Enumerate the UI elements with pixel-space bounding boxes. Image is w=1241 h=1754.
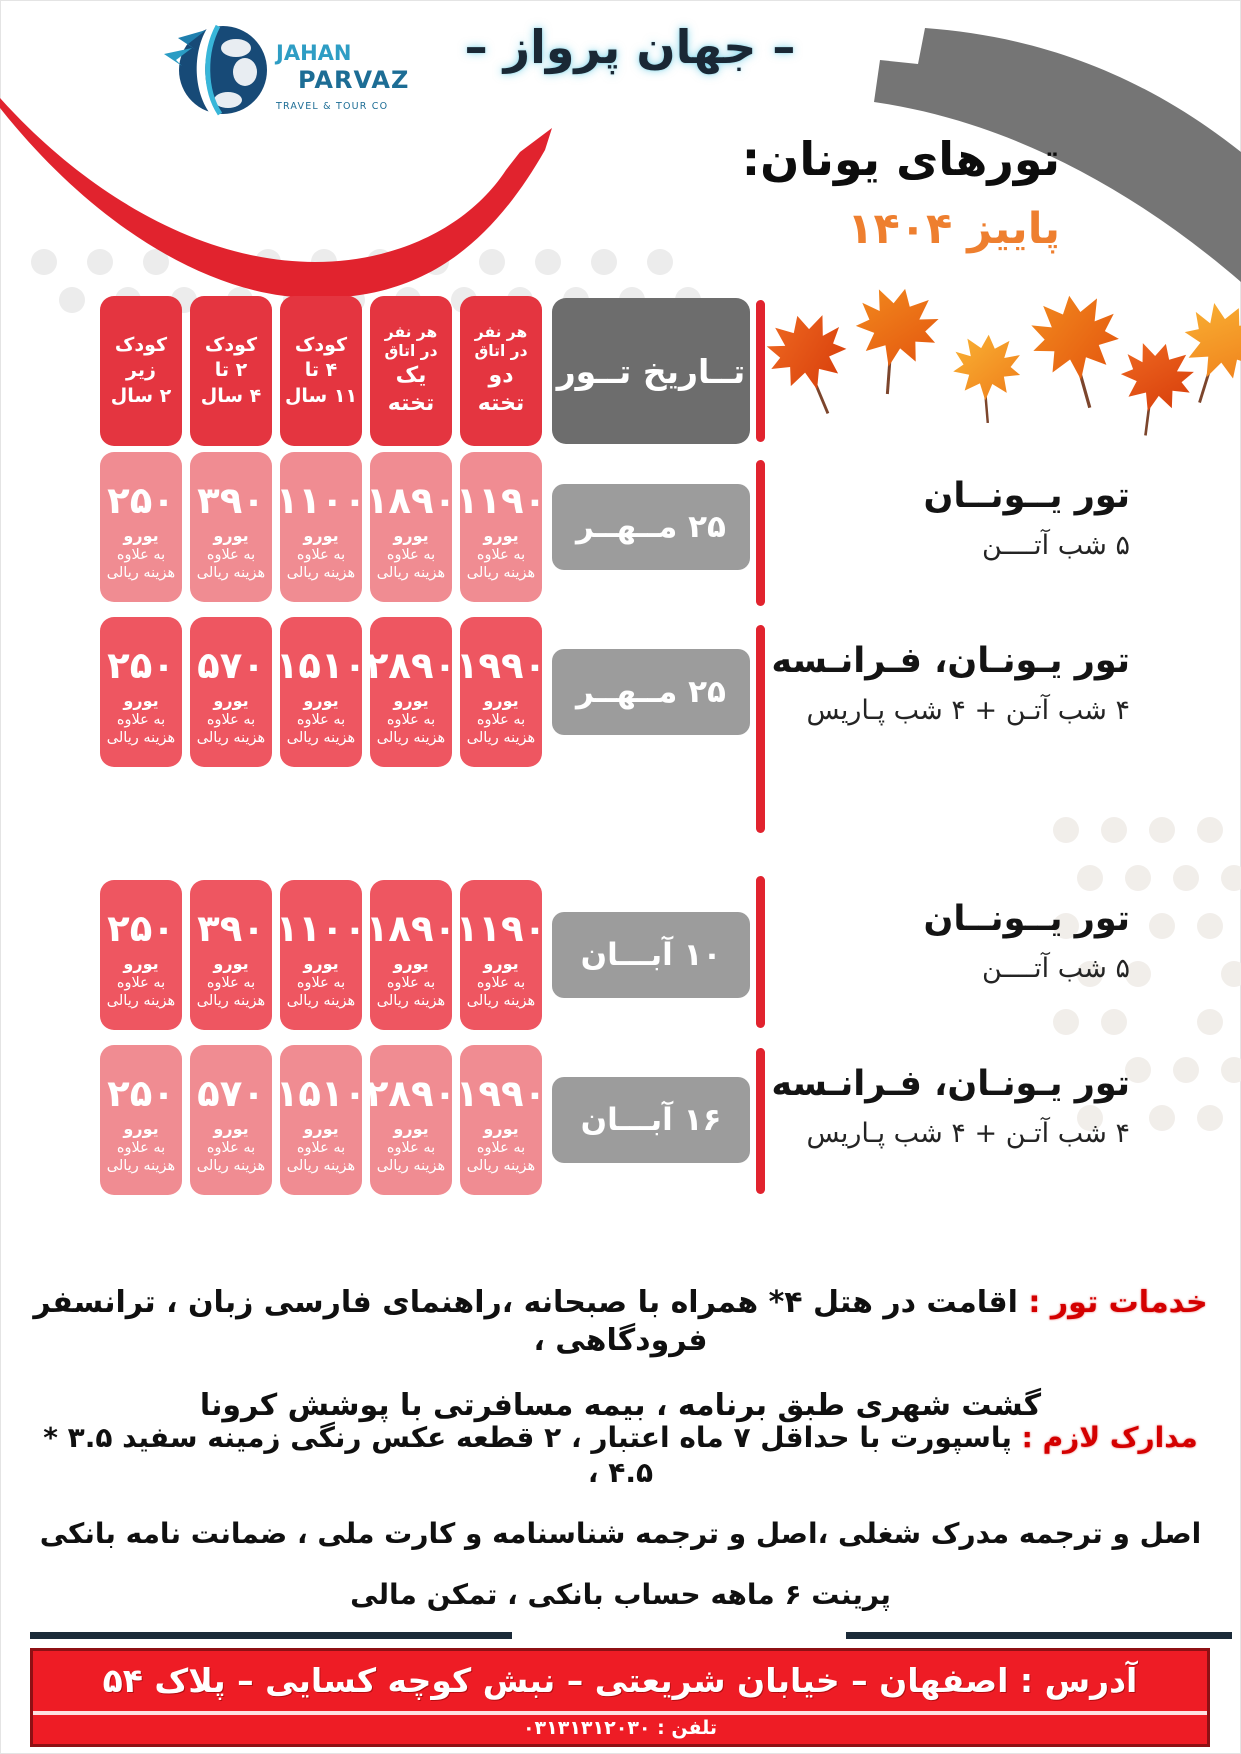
price-note2: هزینه ریالی bbox=[466, 564, 536, 581]
logo-text-parvaz: PARVAZ bbox=[298, 66, 410, 94]
tour-row-label bbox=[700, 1065, 1130, 1149]
tour-nights: ۴ شب آتـن + ۴ شب پـاریس bbox=[806, 694, 1130, 726]
price-amount: ۱۹۹۰ bbox=[455, 643, 547, 687]
price-cell: ۱۵۱۰ یورو به علاوه هزینه ریالی bbox=[280, 617, 362, 767]
price-cell: ۱۸۹۰ یورو به علاوه هزینه ریالی bbox=[370, 452, 452, 602]
price-amount: ۱۹۹۰ bbox=[455, 1071, 547, 1115]
services-label: خدمات تور : bbox=[1028, 1285, 1208, 1320]
page-title: تورهای یونان: bbox=[741, 132, 1060, 186]
price-amount: ۲۵۰ bbox=[107, 643, 175, 687]
price-cell: ۵۷۰ یورو به علاوه هزینه ریالی bbox=[190, 617, 272, 767]
price-cell: ۱۹۹۰ یورو به علاوه هزینه ریالی bbox=[460, 1045, 542, 1195]
price-amount: ۲۵۰ bbox=[107, 906, 175, 950]
maple-leaf-icon bbox=[760, 306, 862, 425]
company-logo bbox=[148, 10, 448, 128]
tour-row-label bbox=[700, 477, 1130, 561]
column-header-single-room: هر نفر در اتاق یک تخته bbox=[370, 296, 452, 446]
maple-leaf-icon bbox=[1107, 335, 1200, 444]
price-currency: یورو bbox=[483, 525, 519, 545]
documents-line-3: پرینت ۶ ماهه حساب بانکی ، تمکن مالی bbox=[350, 1578, 891, 1611]
price-amount: ۳۹۰ bbox=[197, 478, 265, 522]
price-amount: ۵۷۰ bbox=[197, 643, 265, 687]
date-cell: ۱۶ آبـــان bbox=[552, 1077, 750, 1163]
documents-label: مدارک لازم : bbox=[1021, 1421, 1198, 1454]
required-documents-section bbox=[28, 1420, 1213, 1638]
column-header-child-4-11: کودک ۴ تا ۱۱ سال bbox=[280, 296, 362, 446]
tour-title: تور یــونــان bbox=[923, 899, 1130, 939]
tour-title: تور یــونــان bbox=[923, 476, 1130, 516]
address-banner bbox=[30, 1648, 1210, 1747]
price-cell: ۳۹۰ یورو به علاوه هزینه ریالی bbox=[190, 452, 272, 602]
tour-title: تور یـونـان، فـرانـسه bbox=[771, 641, 1130, 681]
price-amount: ۱۸۹۰ bbox=[365, 906, 457, 950]
price-cell: ۲۵۰ یورو به علاوه هزینه ریالی bbox=[100, 452, 182, 602]
price-cell: ۲۸۹۰ یورو به علاوه هزینه ریالی bbox=[370, 617, 452, 767]
red-divider-segment bbox=[756, 300, 765, 442]
services-line-1: خدمات تور : اقامت در هتل ۴* همراه با صبحانه ،راهنمای فارسی زبان ، ترانسفر فرودگاهی ، bbox=[33, 1285, 1208, 1358]
price-cell: ۱۹۹۰ یورو به علاوه هزینه ریالی bbox=[460, 617, 542, 767]
brand-title: – جهان پرواز – bbox=[464, 20, 796, 74]
price-amount: ۱۱۰۰ bbox=[275, 906, 367, 950]
price-note: به علاوه bbox=[476, 546, 526, 563]
maple-leaves bbox=[745, 282, 1241, 450]
price-cell: ۱۸۹۰ یورو به علاوه هزینه ریالی bbox=[370, 880, 452, 1030]
tour-row-label bbox=[700, 642, 1130, 726]
column-header-child-under-2: کودک زیر ۲ سال bbox=[100, 296, 182, 446]
maple-leaf-icon bbox=[1160, 292, 1241, 418]
date-cell: ۲۵ مــهــر bbox=[552, 649, 750, 735]
price-cell: ۱۱۰۰ یورو به علاوه هزینه ریالی bbox=[280, 452, 362, 602]
tour-nights: ۴ شب آتـن + ۴ شب پـاریس bbox=[806, 1117, 1130, 1149]
price-cell: ۲۵۰ یورو به علاوه هزینه ریالی bbox=[100, 880, 182, 1030]
price-cell bbox=[455, 452, 547, 602]
season-label: پاییز ۱۴۰۴ bbox=[847, 204, 1060, 254]
logo-text-tagline: TRAVEL & TOUR CO bbox=[276, 101, 389, 112]
price-amount: ۱۵۱۰ bbox=[275, 643, 367, 687]
footer-divider-right bbox=[846, 1632, 1232, 1639]
price-cell: ۲۵۰ یورو به علاوه هزینه ریالی bbox=[100, 1045, 182, 1195]
services-line-2: گشت شهری طبق برنامه ، بیمه مسافرتی با پوشش کرونا bbox=[199, 1388, 1042, 1423]
footer-divider-left bbox=[30, 1632, 512, 1639]
column-header-double-room: هر نفر در اتاق دو تخته bbox=[460, 296, 542, 446]
address-text: آدرس : اصفهان – خیابان شریعتی – نبش کوچه کسایی – پلاک ۵۴ bbox=[102, 1661, 1138, 1700]
maple-leaf-icon bbox=[1026, 290, 1127, 415]
documents-line-1: مدارک لازم : پاسپورت با حداقل ۷ ماه اعتبار ، ۲ قطعه عکس رنگی زمینه سفید ۳.۵ * ۴.۵ ، bbox=[43, 1421, 1198, 1489]
price-amount: ۱۱۹۰ bbox=[455, 478, 547, 522]
price-cell: ۲۵۰ یورو به علاوه هزینه ریالی bbox=[100, 617, 182, 767]
price-amount: ۲۸۹۰ bbox=[365, 1071, 457, 1115]
documents-line-2: اصل و ترجمه مدرک شغلی ،اصل و ترجمه شناسنامه و کارت ملی ، ضمانت نامه بانکی bbox=[39, 1517, 1202, 1550]
price-cell: ۱۱۹۰ یورو به علاوه هزینه ریالی bbox=[460, 880, 542, 1030]
phone-text: تلفن : ۰۳۱۳۱۳۱۲۰۳۰ bbox=[522, 1717, 718, 1739]
maple-leaf-icon bbox=[951, 333, 1022, 424]
tour-title: تور یـونـان، فـرانـسه bbox=[771, 1064, 1130, 1104]
price-amount: ۳۹۰ bbox=[197, 906, 265, 950]
price-cell: ۱۱۰۰ یورو به علاوه هزینه ریالی bbox=[280, 880, 362, 1030]
price-amount: ۱۱۹۰ bbox=[455, 906, 547, 950]
date-header-label: تــاریخ تــور bbox=[556, 351, 746, 391]
date-column-header bbox=[552, 298, 750, 444]
maple-leaf-icon bbox=[843, 282, 944, 401]
date-cell: ۲۵ مــهــر bbox=[552, 484, 750, 570]
price-amount: ۱۸۹۰ bbox=[365, 478, 457, 522]
tour-row-label bbox=[700, 900, 1130, 984]
price-amount: ۱۱۰۰ bbox=[275, 478, 367, 522]
price-amount: ۲۸۹۰ bbox=[365, 643, 457, 687]
price-cell: ۵۷۰ یورو به علاوه هزینه ریالی bbox=[190, 1045, 272, 1195]
price-amount: ۲۵۰ bbox=[107, 478, 175, 522]
price-amount: ۲۵۰ bbox=[107, 1071, 175, 1115]
column-header-child-2-4: کودک ۲ تا ۴ سال bbox=[190, 296, 272, 446]
tour-nights: ۵ شب آتــــن bbox=[981, 952, 1130, 984]
price-amount: ۱۵۱۰ bbox=[275, 1071, 367, 1115]
price-amount: ۵۷۰ bbox=[197, 1071, 265, 1115]
price-cell: ۳۹۰ یورو به علاوه هزینه ریالی bbox=[190, 880, 272, 1030]
tour-nights: ۵ شب آتــــن bbox=[981, 529, 1130, 561]
date-cell: ۱۰ آبـــان bbox=[552, 912, 750, 998]
logo-text-jahan: JAHAN bbox=[276, 41, 352, 65]
price-cell: ۱۵۱۰ یورو به علاوه هزینه ریالی bbox=[280, 1045, 362, 1195]
price-cell: ۲۸۹۰ یورو به علاوه هزینه ریالی bbox=[370, 1045, 452, 1195]
